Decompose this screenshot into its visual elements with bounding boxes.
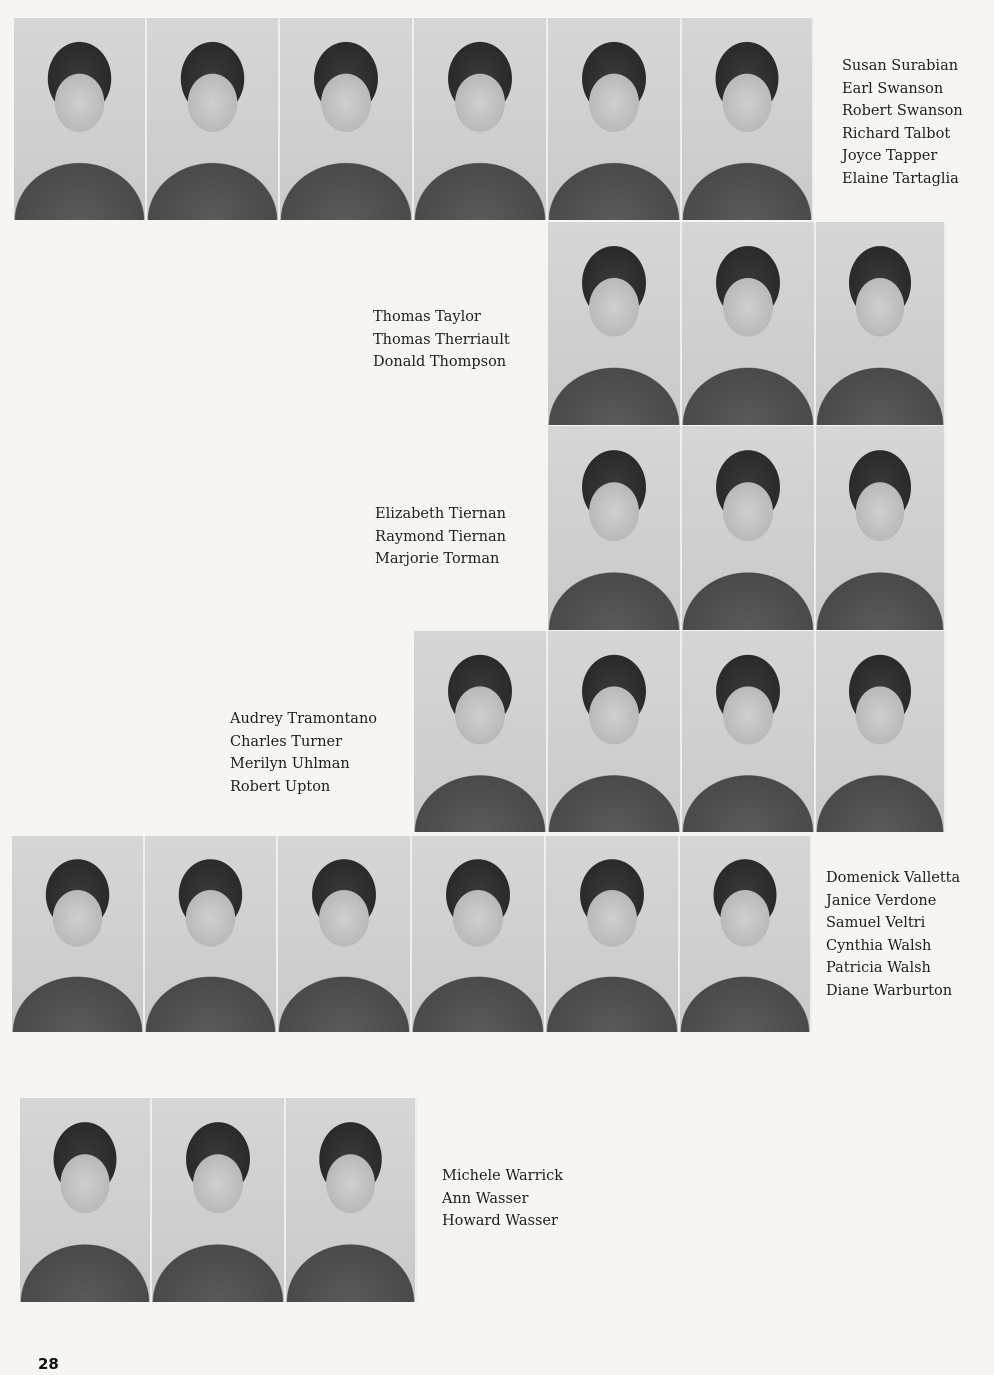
- student-name: Domenick Valletta: [826, 870, 961, 886]
- name-list: [442, 1165, 563, 1233]
- portrait-photo: [20, 1098, 152, 1302]
- student-name: Ann Wasser: [442, 1190, 529, 1207]
- student-name: Thomas Therriault: [373, 331, 510, 348]
- page-number: 28: [38, 1355, 59, 1373]
- student-name: Richard Talbot: [842, 125, 951, 142]
- portrait-photo: [816, 631, 946, 832]
- student-name: Audrey Tramontano: [230, 711, 378, 727]
- student-name: Janice Verdone: [826, 892, 937, 909]
- student-name: Merilyn Uhlman: [230, 756, 350, 772]
- name-list: [230, 708, 377, 798]
- student-name: Diane Warburton: [826, 982, 953, 999]
- student-name: Susan Surabian: [842, 58, 959, 74]
- student-name: Raymond Tiernan: [375, 528, 506, 545]
- portrait-photo: [682, 18, 814, 220]
- portrait-photo: [14, 18, 147, 220]
- portrait-photo: [12, 836, 145, 1032]
- student-name: Elaine Tartaglia: [842, 170, 959, 187]
- student-name: Elizabeth Tiernan: [375, 506, 506, 522]
- portrait-photo: [680, 836, 812, 1032]
- portrait-photo: [546, 836, 680, 1032]
- student-name: Charles Turner: [230, 733, 343, 750]
- student-name: Earl Swanson: [842, 80, 944, 97]
- student-name: Robert Upton: [230, 778, 331, 795]
- portrait-photo: [816, 426, 946, 630]
- portrait-photo: [152, 1098, 286, 1302]
- student-name: Robert Swanson: [842, 103, 963, 119]
- student-name: Donald Thompson: [373, 354, 507, 370]
- portrait-photo: [286, 1098, 417, 1302]
- student-name: Marjorie Torman: [375, 551, 500, 567]
- portrait-photo: [414, 631, 548, 832]
- name-list: [842, 55, 963, 190]
- portrait-photo: [414, 18, 548, 220]
- student-name: Thomas Taylor: [373, 309, 481, 325]
- portrait-photo: [278, 836, 412, 1032]
- portrait-photo: [412, 836, 546, 1032]
- portrait-photo: [682, 222, 816, 425]
- student-name: Samuel Veltri: [826, 915, 926, 931]
- portrait-photo: [145, 836, 278, 1032]
- portrait-photo: [548, 222, 682, 425]
- portrait-photo: [548, 426, 682, 630]
- name-list: [375, 503, 506, 571]
- name-list: [373, 306, 510, 374]
- student-name: Cynthia Walsh: [826, 937, 932, 954]
- portrait-photo: [682, 631, 816, 832]
- name-list: [826, 867, 960, 1002]
- student-name: Michele Warrick: [442, 1168, 564, 1184]
- portrait-photo: [280, 18, 414, 220]
- portrait-photo: [147, 18, 280, 220]
- student-name: Howard Wasser: [442, 1213, 558, 1229]
- student-name: Patricia Walsh: [826, 960, 931, 976]
- portrait-photo: [682, 426, 816, 630]
- student-name: Joyce Tapper: [842, 148, 938, 164]
- portrait-photo: [548, 18, 682, 220]
- portrait-photo: [548, 631, 682, 832]
- portrait-photo: [816, 222, 946, 425]
